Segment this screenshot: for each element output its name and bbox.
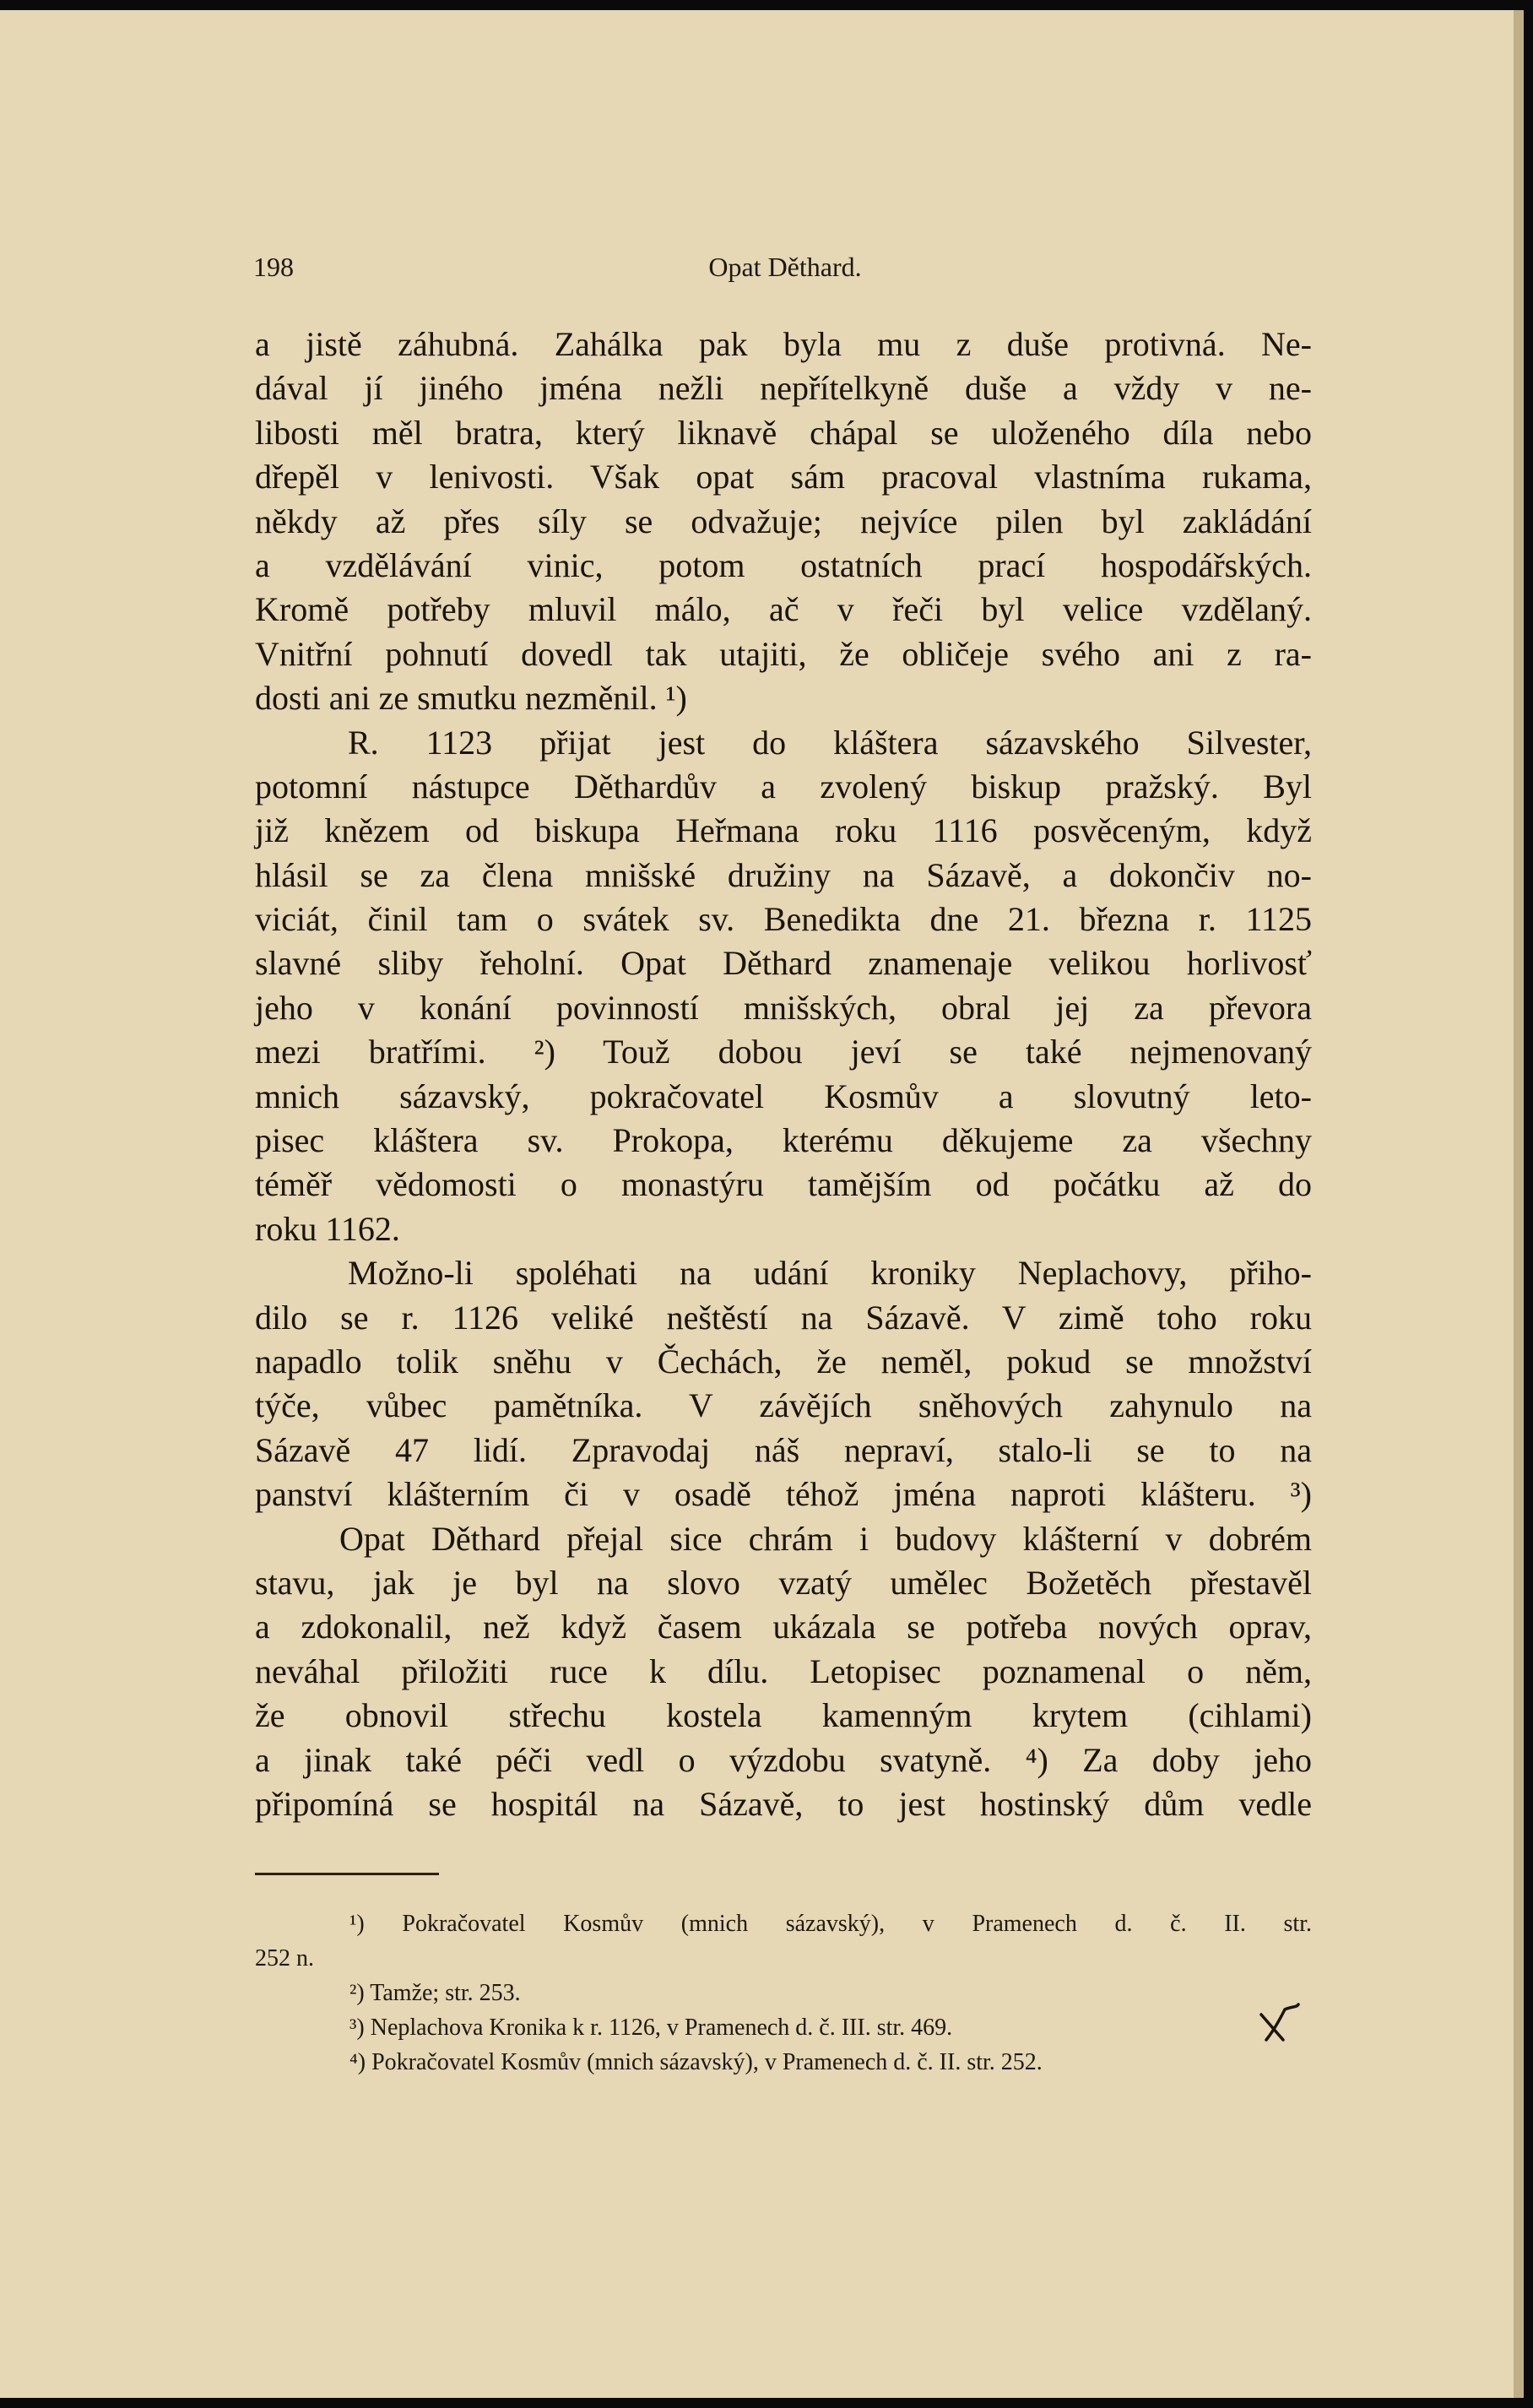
page-edge — [1514, 10, 1524, 2398]
text-line: panství klášterním či v osadě téhož jména naproti klášteru. ³) — [255, 1475, 1312, 1514]
text-line: že obnovil střechu kostela kamenným krytem (cihlami) — [255, 1696, 1312, 1735]
text-line: mezi bratřími. ²) Touž dobou jeví se také nejmenovaný — [255, 1033, 1312, 1071]
body-text — [255, 323, 1312, 1826]
text-line: neváhal přiložiti ruce k dílu. Letopisec poznamenal o něm, — [255, 1651, 1312, 1690]
text-line: hlásil se za člena mnišské družiny na Sázavě, a dokončiv no- — [255, 855, 1312, 894]
text-line: týče, vůbec pamětníka. V závějích sněhových zahynulo na — [255, 1386, 1312, 1425]
text-line: mnich sázavský, pokračovatel Kosmův a slovutný leto- — [255, 1077, 1312, 1115]
page-number: 198 — [253, 252, 294, 282]
text-line: jeho v konání povinností mnišských, obral jej za převora — [255, 988, 1312, 1027]
text-line: potomní nástupce Děthardův a zvolený biskup pražský. Byl — [255, 767, 1312, 805]
text-line: roku 1162. — [255, 1209, 400, 1248]
book-page — [0, 10, 1524, 2398]
text-line: a jinak také péči vedl o výzdobu svatyně. ⁴) Za doby jeho — [255, 1740, 1312, 1779]
text-line: Vnitřní pohnutí dovedl tak utajiti, že obličeje svého ani z ra- — [255, 634, 1312, 673]
text-line: Opat Děthard přejal sice chrám i budovy klášterní v dobrém — [339, 1519, 1312, 1558]
text-line: stavu, jak je byl na slovo vzatý umělec Božetěch přestavěl — [255, 1563, 1312, 1602]
text-line: připomíná se hospitál na Sázavě, to jest hostinský dům vedle — [255, 1784, 1312, 1823]
text-line: a vzdělávání vinic, potom ostatních prací hospodářských. — [255, 545, 1312, 584]
text-line: slavné sliby řeholní. Opat Děthard znamenaje velikou horlivosť — [255, 944, 1312, 983]
text-line: dával jí jiného jména nežli nepřítelkyně duše a vždy v ne- — [255, 369, 1312, 408]
handwritten-mark-icon — [1254, 2003, 1305, 2045]
text-line: viciát, činil tam o svátek sv. Benedikta dne 21. března r. 1125 — [255, 900, 1312, 939]
footnotes — [255, 1906, 1312, 2080]
footnote-rule — [255, 1873, 439, 1875]
text-line: Kromě potřeby mluvil málo, ač v řeči byl velice vzdělaný. — [255, 590, 1312, 629]
text-line: Sázavě 47 lidí. Zpravodaj náš nepraví, stalo-li se to na — [255, 1430, 1312, 1469]
text-line: pisec kláštera sv. Prokopa, kterému děkujeme za všechny — [255, 1121, 1312, 1160]
text-line: a jistě záhubná. Zahálka pak byla mu z duše protivná. Ne- — [255, 325, 1312, 363]
footnote-line: ²) Tamže; str. 253. — [349, 1980, 521, 2006]
text-line: a zdokonalil, než když časem ukázala se potřeba nových oprav, — [255, 1608, 1312, 1646]
text-line: R. 1123 přijat jest do kláštera sázavského Silvester, — [348, 723, 1312, 762]
text-line: dřepěl v lenivosti. Však opat sám pracoval vlastníma rukama, — [255, 458, 1312, 496]
text-line: dilo se r. 1126 veliké neštěstí na Sázavě. V zimě toho roku — [255, 1298, 1312, 1337]
footnote-line: ¹) Pokračovatel Kosmův (mnich sázavský), v Pramenech d. č. II. str. — [349, 1911, 1312, 1937]
text-line: Možno-li spoléhati na udání kroniky Neplachovy, přiho- — [348, 1254, 1312, 1293]
footnote-line: ³) Neplachova Kronika k r. 1126, v Pramenech d. č. III. str. 469. — [349, 2015, 953, 2041]
text-line: libosti měl bratra, který liknavě chápal se uloženého díla nebo — [255, 413, 1312, 452]
page-header — [253, 252, 1317, 294]
text-line: téměř vědomosti o monastýru tamějším od počátku až do — [255, 1165, 1312, 1204]
footnote-line: 252 n. — [255, 1945, 314, 1971]
text-line: již knězem od biskupa Heřmana roku 1116 posvěceným, když — [255, 811, 1312, 850]
text-line: dosti ani ze smutku nezměnil. ¹) — [255, 679, 687, 718]
text-line: někdy až přes síly se odvažuje; nejvíce pilen byl zakládání — [255, 502, 1312, 540]
running-title: Opat Děthard. — [708, 252, 862, 282]
footnote-line: ⁴) Pokračovatel Kosmův (mnich sázavský), v Pramenech d. č. II. str. 252. — [349, 2049, 1043, 2075]
text-line: napadlo tolik sněhu v Čechách, že neměl, pokud se množství — [255, 1342, 1312, 1380]
